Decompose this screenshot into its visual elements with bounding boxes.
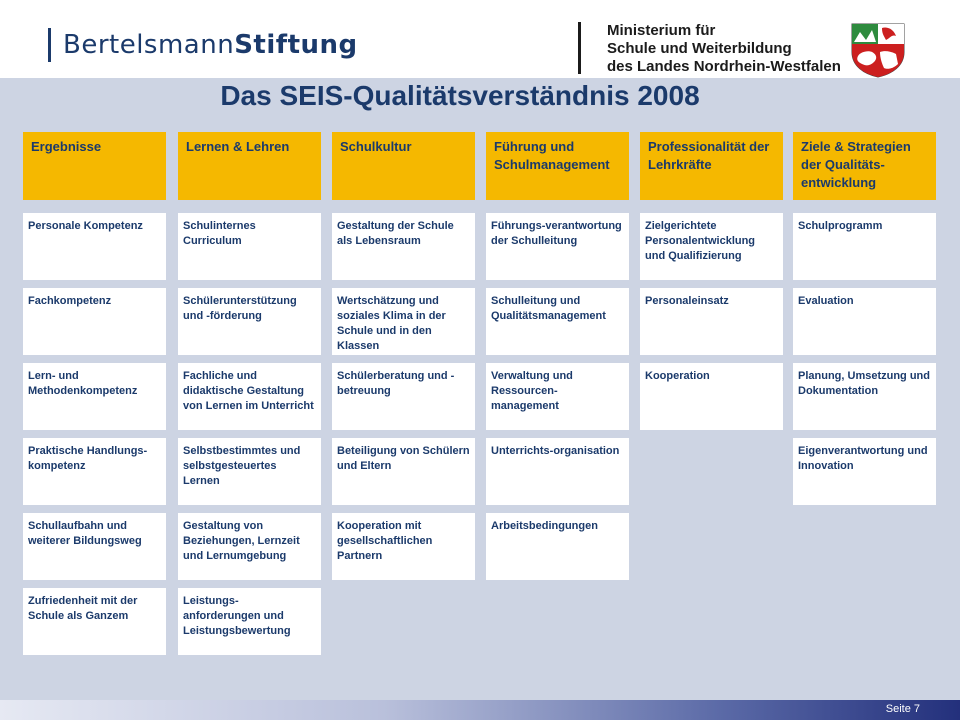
criterion-cell: Kooperation (640, 363, 783, 430)
criterion-cell: Gestaltung der Schule als Lebensraum (332, 213, 475, 280)
criterion-cell: Lern- und Methodenkompetenz (23, 363, 166, 430)
criterion-cell: Schulprogramm (793, 213, 936, 280)
criterion-cell: Evaluation (793, 288, 936, 355)
column-header: Professionalität der Lehrkräfte (640, 132, 783, 200)
criterion-cell: Zielgerichtete Personalentwicklung und Qualifizierung (640, 213, 783, 280)
criterion-cell: Zufriedenheit mit der Schule als Ganzem (23, 588, 166, 655)
criterion-cell: Beteiligung von Schülern und Eltern (332, 438, 475, 505)
criterion-cell: Verwaltung und Ressourcen-management (486, 363, 629, 430)
criterion-cell: Gestaltung von Beziehungen, Lernzeit und Lernumgebung (178, 513, 321, 580)
ministry-line-2: Schule und Weiterbildung (607, 40, 792, 57)
header (0, 0, 960, 78)
page-title: Das SEIS-Qualitätsverständnis 2008 (220, 80, 700, 111)
logo-bar (48, 28, 51, 62)
ministry-bar (578, 22, 581, 74)
criterion-cell: Schullaufbahn und weiterer Bildungsweg (23, 513, 166, 580)
criterion-cell: Wertschätzung und soziales Klima in der Schule und in den Klassen (332, 288, 475, 355)
nrw-coat-of-arms-icon (846, 22, 910, 78)
ministry-line-3: des Landes Nordrhein-Westfalen (607, 58, 841, 75)
criterion-cell: Arbeitsbedingungen (486, 513, 629, 580)
logo-regular: Bertelsmann (63, 30, 235, 60)
criterion-cell: Fachkompetenz (23, 288, 166, 355)
criterion-cell: Kooperation mit gesellschaftlichen Partnern (332, 513, 475, 580)
column-header: Schulkultur (332, 132, 475, 200)
ministry-name (607, 22, 841, 76)
criterion-cell: Unterrichts-organisation (486, 438, 629, 505)
column-header: Ziele & Strategien der Qualitäts-entwicklung (793, 132, 936, 200)
criterion-cell: Eigenverantwortung und Innovation (793, 438, 936, 505)
column-header: Lernen & Lehren (178, 132, 321, 200)
criterion-cell: Personaleinsatz (640, 288, 783, 355)
column-header: Ergebnisse (23, 132, 166, 200)
criterion-cell: Praktische Handlungs-kompetenz (23, 438, 166, 505)
logo-bold: Stiftung (234, 30, 358, 60)
criterion-cell: Führungs-verantwortung der Schulleitung (486, 213, 629, 280)
criterion-cell: Planung, Umsetzung und Dokumentation (793, 363, 936, 430)
ministry-line-1: Ministerium für (607, 22, 716, 39)
criterion-cell: Personale Kompetenz (23, 213, 166, 280)
criterion-cell: Schulleitung und Qualitätsmanagement (486, 288, 629, 355)
criterion-cell: Selbstbestimmtes und selbstgesteuertes Lernen (178, 438, 321, 505)
page-number: Seite 7 (885, 703, 920, 715)
footer (0, 700, 960, 720)
bertelsmann-logo (48, 27, 358, 63)
criterion-cell: Schülerunterstützung und -förderung (178, 288, 321, 355)
criterion-cell: Schulinternes Curriculum (178, 213, 321, 280)
bertelsmann-logo-text (63, 30, 358, 60)
criterion-cell: Schülerberatung und -betreuung (332, 363, 475, 430)
ministry-logo (578, 22, 841, 74)
column-header: Führung und Schulmanagement (486, 132, 629, 200)
criterion-cell: Leistungs-anforderungen und Leistungsbewertung (178, 588, 321, 655)
criterion-cell: Fachliche und didaktische Gestaltung von Lernen im Unterricht (178, 363, 321, 430)
